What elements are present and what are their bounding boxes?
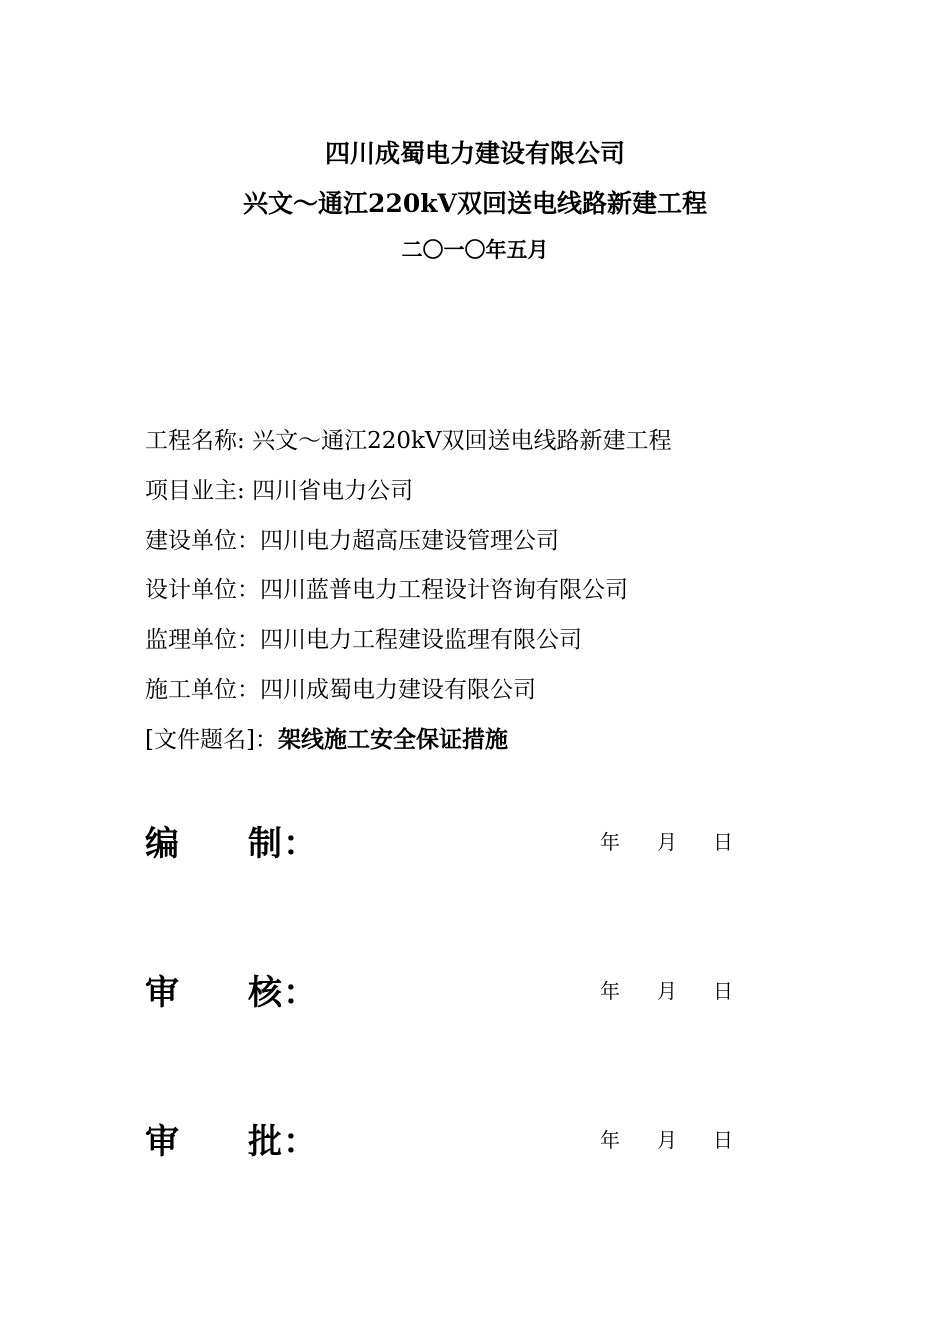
date-day: 日 [713,979,733,1003]
info-key: 项目业主: [145,478,253,504]
project-title: 兴文～通江220kV双回送电线路新建工程 [243,189,707,218]
signature-char: 编 [145,824,179,864]
signature-char: 制 [248,824,282,864]
info-key: 施工单位： [145,677,260,703]
signature-row-compile [145,816,765,866]
info-row-construction-unit [145,522,865,555]
info-key: 建设单位： [145,528,260,554]
date-year: 年 [600,830,620,854]
info-row-document-title [145,721,865,754]
info-value: 兴文～通江220kV双回送电线路新建工程 [252,428,672,454]
info-row-owner [145,472,865,505]
signature-char: 审 [145,1122,179,1162]
signature-colon: ： [283,973,317,1013]
date-year: 年 [600,1128,620,1152]
info-key: [文件题名]： [145,727,278,753]
document-title-value: 架线施工安全保证措施 [277,726,508,753]
signature-row-approve [145,1114,765,1164]
signature-char: 批 [248,1122,282,1162]
date-day: 日 [713,830,733,854]
company-title: 四川成蜀电力建设有限公司 [324,139,625,168]
signature-char: 审 [145,973,179,1013]
info-value: 四川电力工程建设监理有限公司 [260,627,582,653]
info-value: 四川蓝普电力工程设计咨询有限公司 [260,577,628,603]
signature-colon: ： [283,824,317,864]
info-row-contractor [145,671,865,704]
date-month: 月 [657,1128,677,1152]
signature-colon: ： [283,1122,317,1162]
info-row-supervision-unit [145,621,865,654]
info-value: 四川省电力公司 [252,478,414,504]
signature-char: 核 [248,973,282,1013]
signature-row-review [145,965,765,1015]
date-day: 日 [713,1128,733,1152]
info-key: 设计单位： [145,577,260,603]
info-value: 四川成蜀电力建设有限公司 [260,677,536,703]
date-month: 月 [657,830,677,854]
info-row-project-name [145,422,865,455]
document-date: 二〇一〇年五月 [401,237,549,262]
info-key: 监理单位： [145,627,260,653]
info-row-design-unit [145,571,865,604]
date-month: 月 [657,979,677,1003]
info-key: 工程名称: [145,428,253,454]
date-year: 年 [600,979,620,1003]
info-value: 四川电力超高压建设管理公司 [260,528,559,554]
